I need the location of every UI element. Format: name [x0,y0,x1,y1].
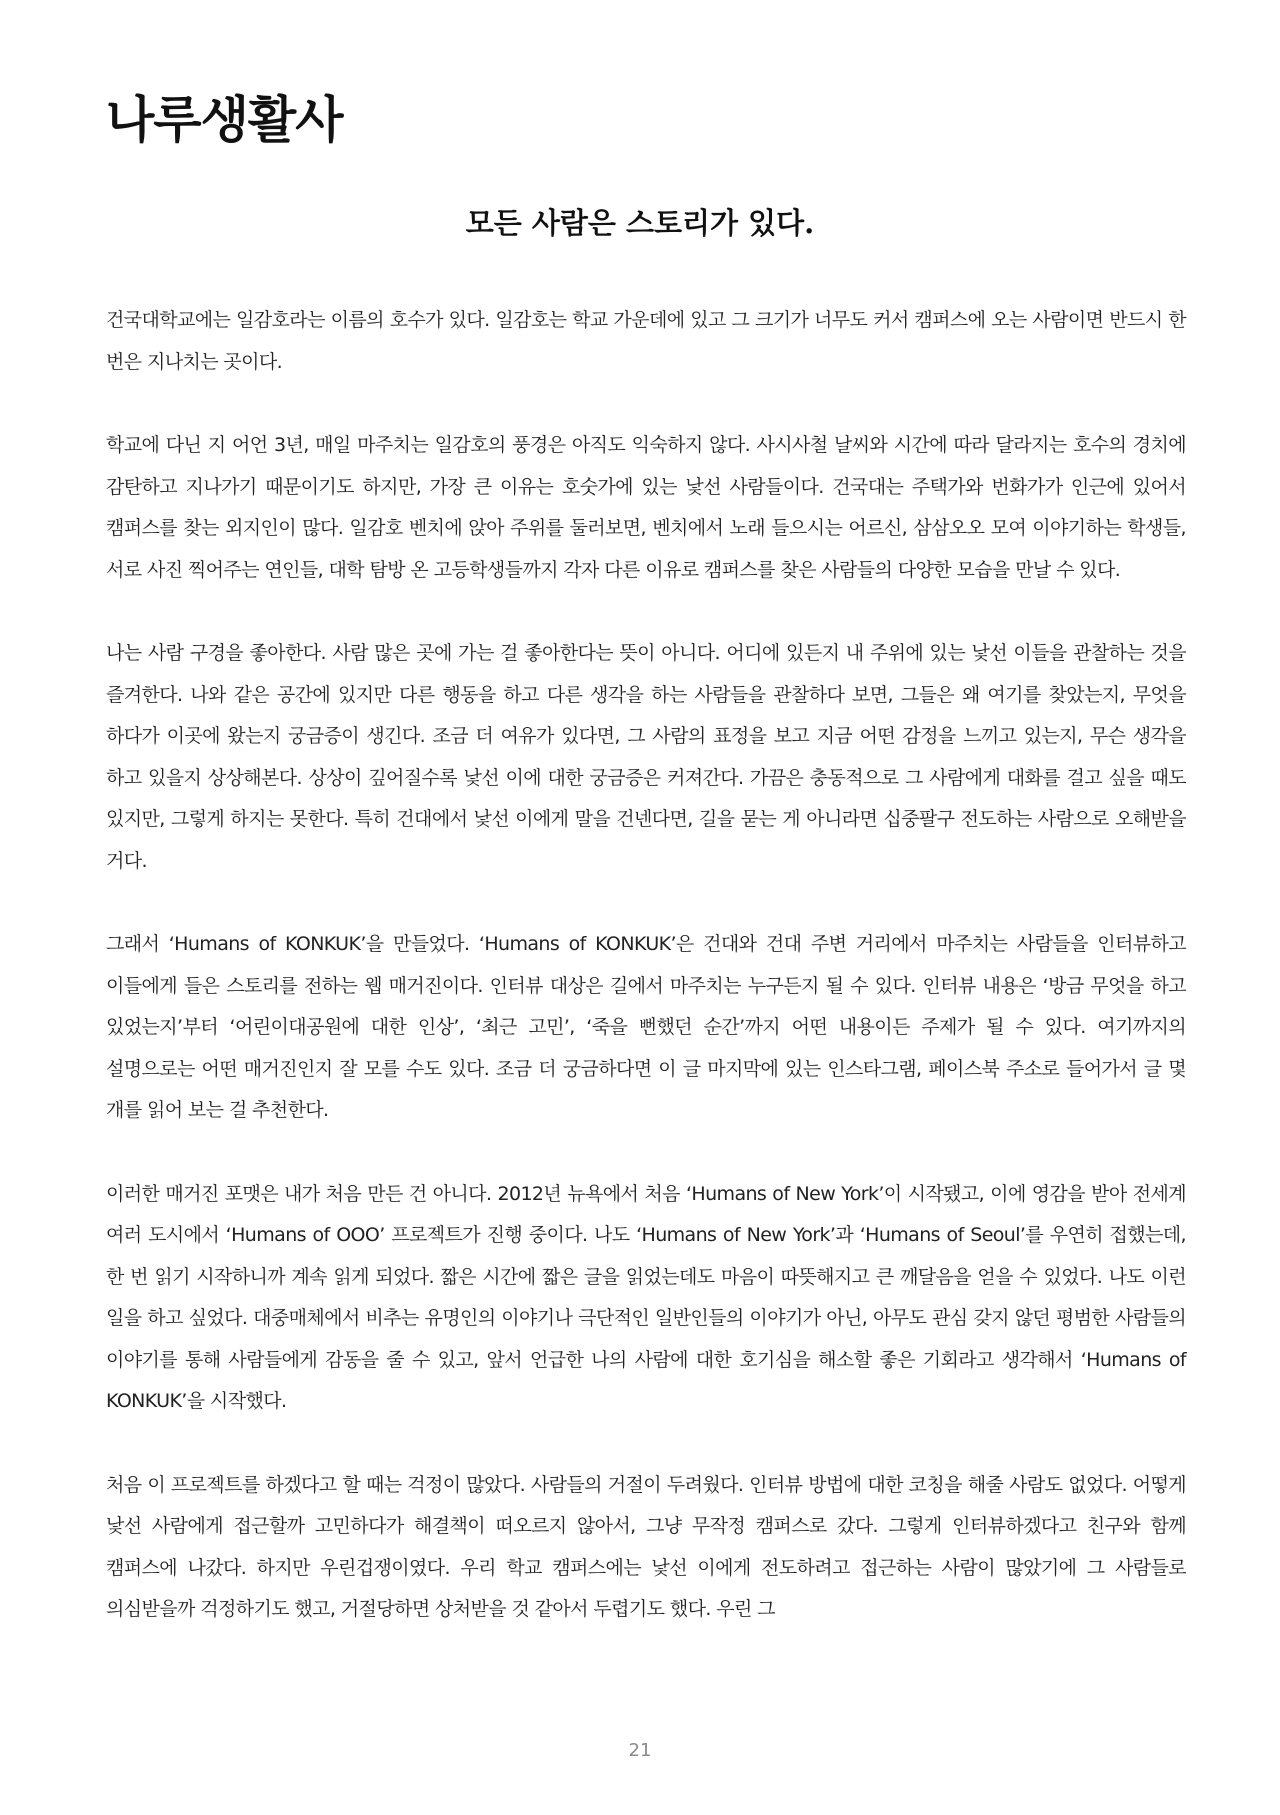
section-title: 나루생활사 [106,90,343,149]
article-body [106,300,1186,1673]
body-paragraph: 이러한 매거진 포맷은 내가 처음 만든 건 아니다. 2012년 뉴욕에서 처음 ‘Humans of New York’이 시작됐고, 이에 영감을 받아 전세계 여러 도시에서 ‘Humans of OOO’ 프로젝트가 진행 중이다. 나도 ‘Humans of New York’과 ‘Humans of Seoul’를 우연히 접했는데, 한 번 읽기 시작하니까 계속 읽게 되었다. 짧은 시간에 짧은 글을 읽었는데도 마음이 따뜻해지고 큰 깨달음을 얻을 수 있었다. 나도 이런 일을 하고 싶었다. 대중매체에서 비추는 유명인의 이야기나 극단적인 일반인들의 이야기가 아닌, 아무도 관심 갖지 않던 평범한 사람들의 이야기를 통해 사람들에게 감동을 줄 수 있고, 앞서 언급한 나의 사람에 대한 호기심을 해소할 좋은 기회라고 생각해서 ‘Humans of KONKUK’을 시작했다. [106,1182,1186,1412]
article-headline: 모든 사람은 스토리가 있다. [465,206,815,240]
body-paragraph: 처음 이 프로젝트를 하겠다고 할 때는 걱정이 많았다. 사람들의 거절이 두려웠다. 인터뷰 방법에 대한 코칭을 해줄 사람도 없었다. 어떻게 낯선 사람에게 접근할까 고민하다가 해결책이 떠오르지 않아서, 그냥 무작정 캠퍼스로 갔다. 그렇게 인터뷰하겠다고 친구와 함께 캠퍼스에 나갔다. 하지만 우린겁쟁이였다. 우리 학교 캠퍼스에는 낯선 이에게 전도하려고 접근하는 사람이 많았기에 그 사람들로 의심받을까 걱정하기도 했고, 거절당하면 상처받을 것 같아서 두렵기도 했다. 우린 그 [106,1473,1186,1620]
body-paragraph: 건국대학교에는 일감호라는 이름의 호수가 있다. 일감호는 학교 가운데에 있고 그 크기가 너무도 커서 캠퍼스에 오는 사람이면 반드시 한 번은 지나치는 곳이다. [106,309,1186,373]
body-paragraph: 나는 사람 구경을 좋아한다. 사람 많은 곳에 가는 걸 좋아한다는 뜻이 아니다. 어디에 있든지 내 주위에 있는 낯선 이들을 관찰하는 것을 즐겨한다. 나와 같은 공간에 있지만 다른 행동을 하고 다른 생각을 하는 사람들을 관찰하다 보면, 그들은 왜 여기를 찾았는지, 무엇을 하다가 이곳에 왔는지 궁금증이 생긴다. 조금 더 여유가 있다면, 그 사람의 표정을 보고 지금 어떤 감정을 느끼고 있는지, 무슨 생각을 하고 있을지 상상해본다. 상상이 깊어질수록 낯선 이에 대한 궁금증은 커져간다. 가끔은 충동적으로 그 사람에게 대화를 걸고 싶을 때도 있지만, 그렇게 하지는 못한다. 특히 건대에서 낯선 이에게 말을 건넨다면, 길을 묻는 게 아니라면 십중팔구 전도하는 사람으로 오해받을 거다. [106,642,1186,872]
page-number: 21 [628,1740,652,1761]
body-paragraph: 그래서 ‘Humans of KONKUK’을 만들었다. ‘Humans of KONKUK’은 건대와 건대 주변 거리에서 마주치는 사람들을 인터뷰하고 이들에게 들은 스토리를 전하는 웹 매거진이다. 인터뷰 대상은 길에서 마주치는 누구든지 될 수 있다. 인터뷰 내용은 ‘방금 무엇을 하고 있었는지’부터 ‘어린이대공원에 대한 인상’, ‘최근 고민’, ‘죽을 뻔했던 순간’까지 어떤 내용이든 주제가 될 수 있다. 여기까지의 설명으로는 어떤 매거진인지 잘 모를 수도 있다. 조금 더 궁금하다면 이 글 마지막에 있는 인스타그램, 페이스북 주소로 들어가서 글 몇 개를 읽어 보는 걸 추천한다. [106,933,1186,1121]
body-paragraph: 학교에 다닌 지 어언 3년, 매일 마주치는 일감호의 풍경은 아직도 익숙하지 않다. 사시사철 날씨와 시간에 따라 달라지는 호수의 경치에 감탄하고 지나가기 때문이기도 하지만, 가장 큰 이유는 호숫가에 있는 낯선 사람들이다. 건국대는 주택가와 번화가가 인근에 있어서 캠퍼스를 찾는 외지인이 많다. 일감호 벤치에 앉아 주위를 둘러보면, 벤치에서 노래 들으시는 어르신, 삼삼오오 모여 이야기하는 학생들, 서로 사진 찍어주는 연인들, 대학 탐방 온 고등학생들까지 각자 다른 이유로 캠퍼스를 찾은 사람들의 다양한 모습을 만날 수 있다. [106,434,1186,581]
